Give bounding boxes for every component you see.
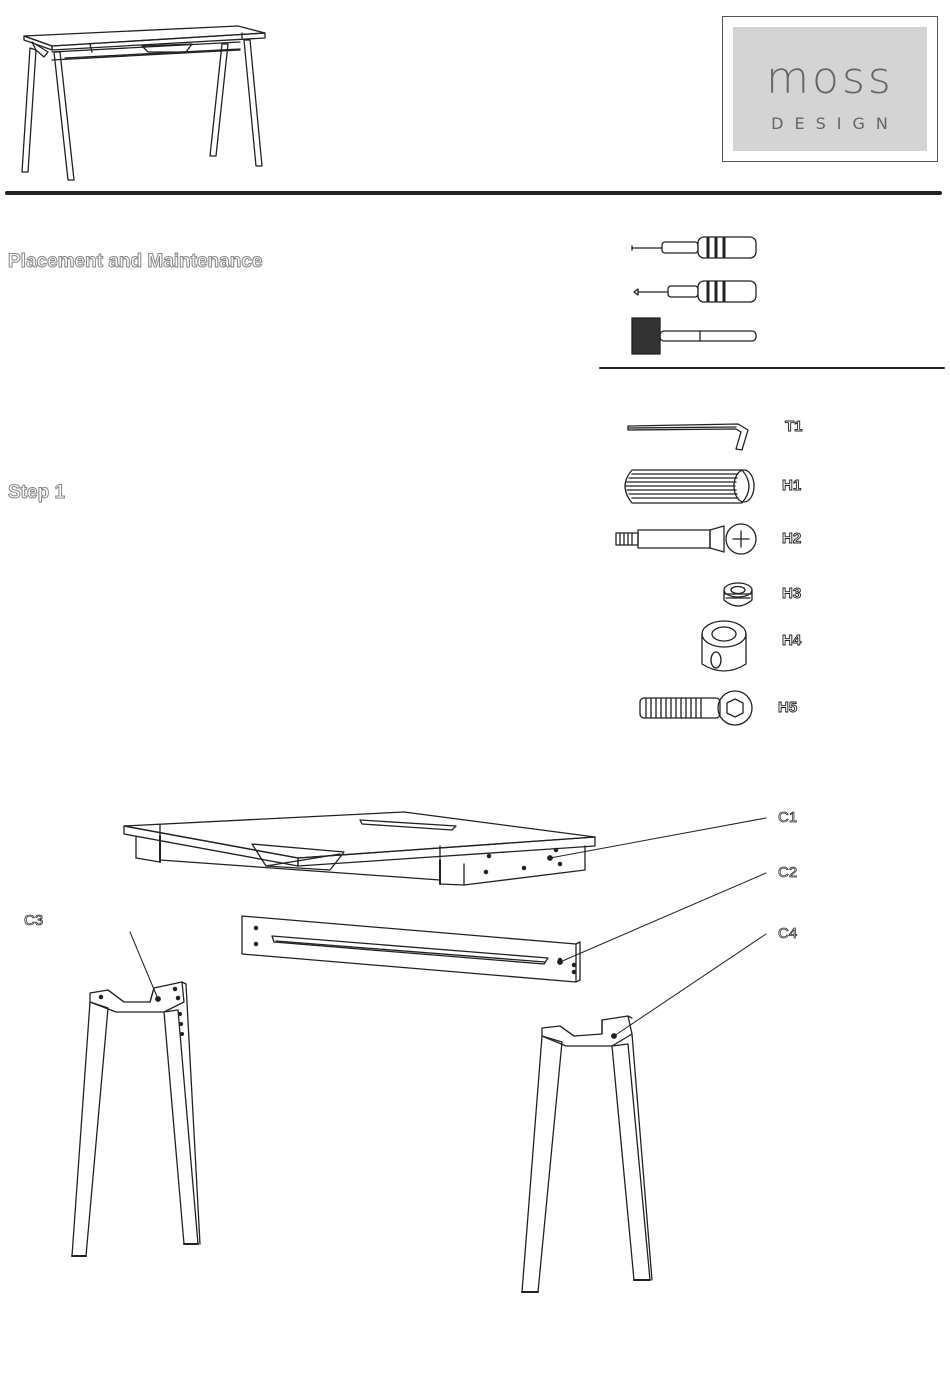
part-label-h1: H1 (782, 477, 802, 494)
tabletop-c1-drawing (124, 812, 595, 885)
cam-bolt-icon (616, 524, 756, 554)
placement-heading: Placement and Maintenance (8, 251, 263, 272)
part-label-h4: H4 (782, 632, 802, 649)
step1-heading: Step 1 (8, 482, 66, 503)
part-label-h2: H2 (782, 530, 802, 547)
leader-lines (130, 818, 766, 1038)
component-label-c4: C4 (778, 925, 798, 942)
cam-lock-nut-icon (702, 621, 746, 671)
connector-bolt-icon (640, 691, 752, 725)
part-label-h3: H3 (782, 585, 802, 602)
rail-c2-drawing (242, 916, 580, 982)
threaded-insert-icon (724, 583, 752, 606)
desk-thumbnail-icon (22, 26, 265, 180)
brand-logo (722, 16, 938, 162)
part-label-h5: H5 (778, 699, 798, 716)
component-label-c3: C3 (24, 912, 44, 929)
phillips-screwdriver-icon (634, 281, 756, 302)
brand-name: moss (766, 53, 894, 104)
brand-subtitle: DESIGN (771, 114, 899, 133)
leg-frame-c3-drawing (72, 982, 200, 1256)
component-label-c2: C2 (778, 864, 798, 881)
wooden-dowel-icon (625, 470, 754, 503)
leg-frame-c4-drawing (522, 1016, 652, 1292)
rubber-mallet-icon (632, 318, 756, 354)
part-label-t1: T1 (785, 418, 803, 435)
flat-screwdriver-icon (632, 237, 756, 258)
allen-key-icon (628, 424, 748, 450)
brand-logo-panel (733, 27, 927, 151)
component-label-c1: C1 (778, 809, 798, 826)
